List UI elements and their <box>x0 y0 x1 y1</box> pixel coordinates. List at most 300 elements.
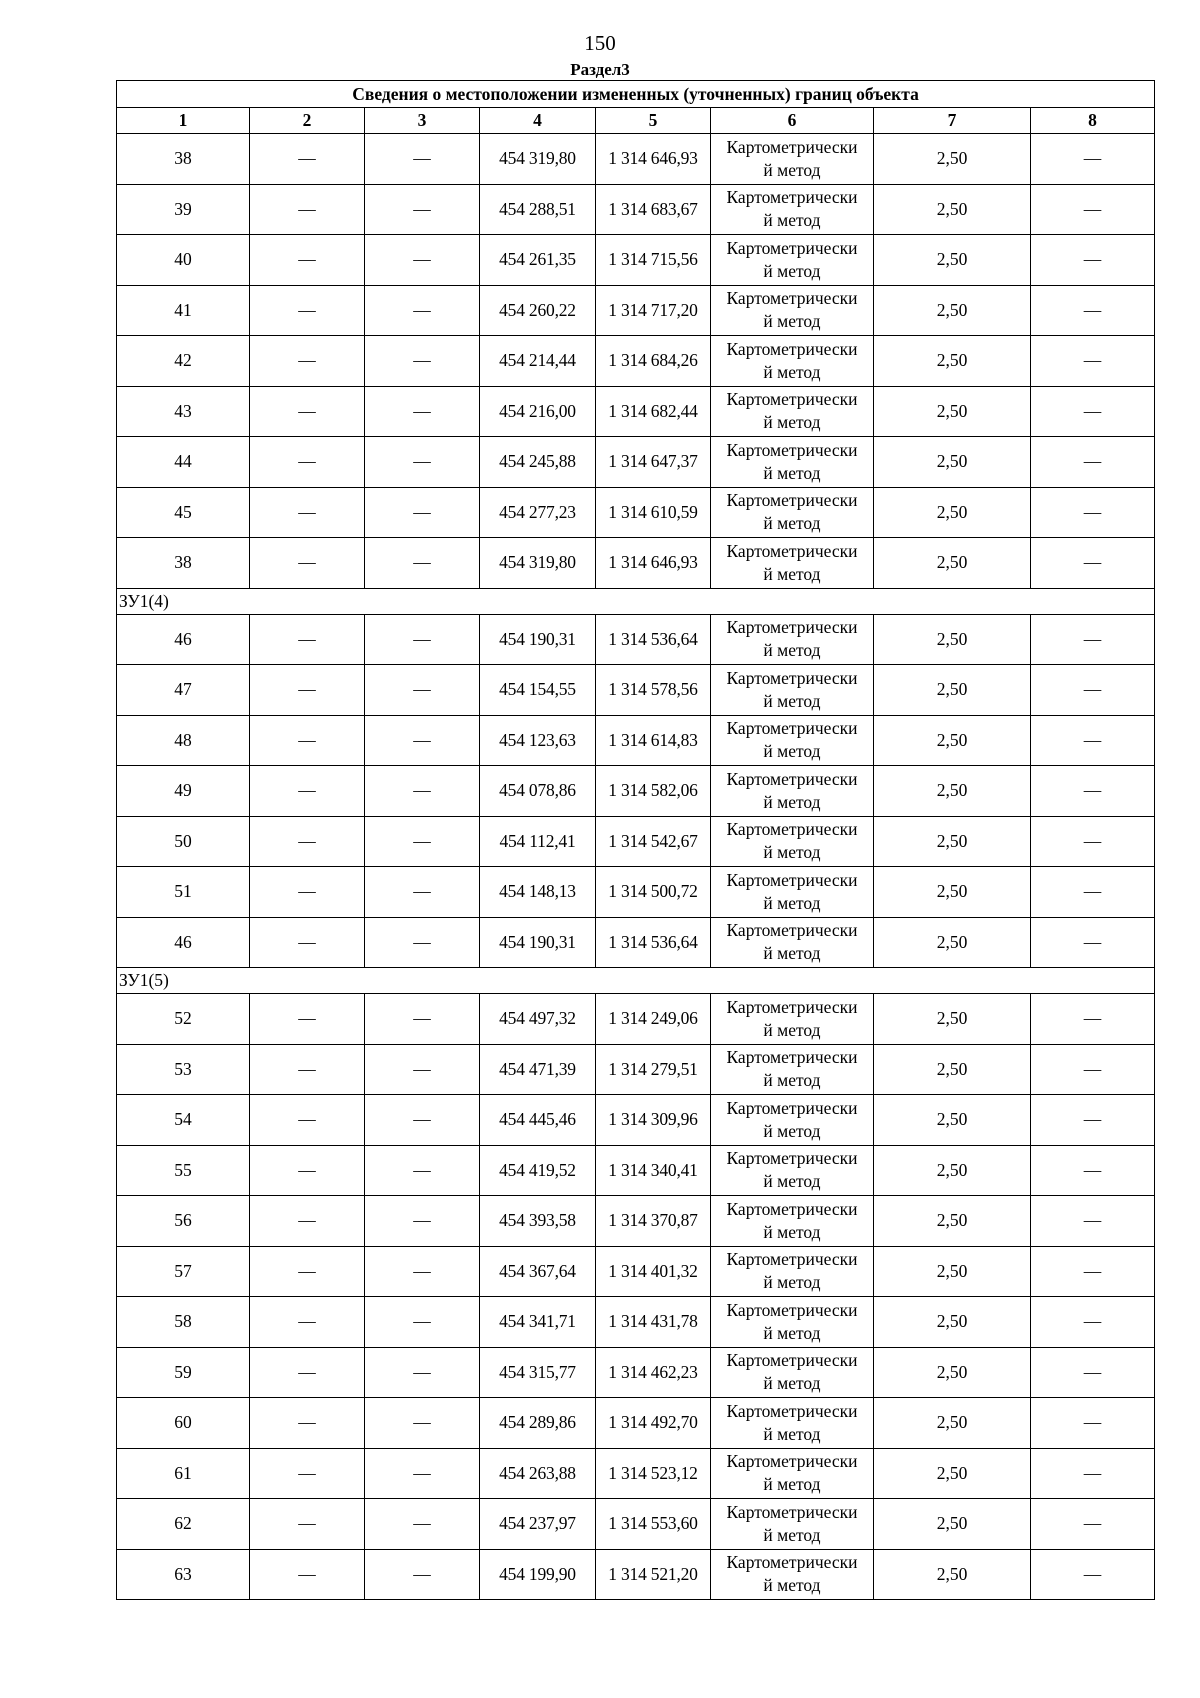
method-cell <box>711 1145 874 1196</box>
accuracy-cell: 2,50 <box>874 386 1031 437</box>
col2-cell: — <box>250 1095 365 1146</box>
method-line: Картометрически <box>726 1501 858 1522</box>
point-number-cell: 41 <box>117 285 250 336</box>
point-number-cell: 44 <box>117 437 250 488</box>
col2-cell: — <box>250 285 365 336</box>
table-body <box>117 134 1155 1600</box>
x-coordinate-cell: 454 216,00 <box>480 386 596 437</box>
method-line: й метод <box>763 361 821 382</box>
col3-cell: — <box>365 437 480 488</box>
method-line: й метод <box>763 842 821 863</box>
method-line: й метод <box>763 1575 821 1596</box>
col8-cell: — <box>1031 1347 1155 1398</box>
method-line: Картометрически <box>726 237 858 258</box>
y-coordinate-cell: 1 314 684,26 <box>596 336 711 387</box>
method-line: й метод <box>763 1272 821 1293</box>
column-header: 8 <box>1031 108 1155 134</box>
method-line: й метод <box>763 462 821 483</box>
method-line: й метод <box>763 563 821 584</box>
accuracy-cell: 2,50 <box>874 437 1031 488</box>
col8-cell: — <box>1031 1499 1155 1550</box>
col8-cell: — <box>1031 1196 1155 1247</box>
accuracy-cell: 2,50 <box>874 1398 1031 1449</box>
col2-cell: — <box>250 1044 365 1095</box>
col2-cell: — <box>250 538 365 589</box>
col8-cell: — <box>1031 1398 1155 1449</box>
col3-cell: — <box>365 184 480 235</box>
y-coordinate-cell: 1 314 401,32 <box>596 1246 711 1297</box>
point-number-cell: 58 <box>117 1297 250 1348</box>
accuracy-cell: 2,50 <box>874 538 1031 589</box>
method-cell <box>711 614 874 665</box>
table-row <box>117 285 1155 336</box>
table-row <box>117 538 1155 589</box>
point-number-cell: 46 <box>117 614 250 665</box>
method-line: Картометрически <box>726 768 858 789</box>
col8-cell: — <box>1031 994 1155 1045</box>
method-line: Картометрически <box>726 667 858 688</box>
col2-cell: — <box>250 917 365 968</box>
x-coordinate-cell: 454 261,35 <box>480 235 596 286</box>
method-line: Картометрически <box>726 1299 858 1320</box>
column-header-row <box>117 108 1155 134</box>
col2-cell: — <box>250 994 365 1045</box>
method-cell <box>711 134 874 185</box>
method-cell <box>711 1549 874 1600</box>
point-number-cell: 47 <box>117 665 250 716</box>
method-line: Картометрически <box>726 288 858 309</box>
col8-cell: — <box>1031 134 1155 185</box>
x-coordinate-cell: 454 319,80 <box>480 538 596 589</box>
col8-cell: — <box>1031 1044 1155 1095</box>
method-line: й метод <box>763 210 821 231</box>
point-number-cell: 42 <box>117 336 250 387</box>
y-coordinate-cell: 1 314 582,06 <box>596 766 711 817</box>
col2-cell: — <box>250 1549 365 1600</box>
table-row <box>117 184 1155 235</box>
method-line: Картометрически <box>726 718 858 739</box>
method-line: й метод <box>763 412 821 433</box>
accuracy-cell: 2,50 <box>874 336 1031 387</box>
col8-cell: — <box>1031 867 1155 918</box>
col3-cell: — <box>365 134 480 185</box>
method-line: Картометрически <box>726 338 858 359</box>
col8-cell: — <box>1031 538 1155 589</box>
accuracy-cell: 2,50 <box>874 1448 1031 1499</box>
accuracy-cell: 2,50 <box>874 1549 1031 1600</box>
column-header: 6 <box>711 108 874 134</box>
page-number: 150 <box>584 31 616 55</box>
method-line: й метод <box>763 1524 821 1545</box>
method-cell <box>711 665 874 716</box>
method-cell <box>711 994 874 1045</box>
y-coordinate-cell: 1 314 542,67 <box>596 816 711 867</box>
col8-cell: — <box>1031 715 1155 766</box>
method-line: Картометрически <box>726 389 858 410</box>
x-coordinate-cell: 454 112,41 <box>480 816 596 867</box>
col2-cell: — <box>250 1145 365 1196</box>
col2-cell: — <box>250 184 365 235</box>
point-number-cell: 61 <box>117 1448 250 1499</box>
col2-cell: — <box>250 614 365 665</box>
col8-cell: — <box>1031 766 1155 817</box>
table-row <box>117 134 1155 185</box>
col2-cell: — <box>250 134 365 185</box>
col8-cell: — <box>1031 816 1155 867</box>
col2-cell: — <box>250 386 365 437</box>
method-line: й метод <box>763 1474 821 1495</box>
accuracy-cell: 2,50 <box>874 665 1031 716</box>
column-header: 4 <box>480 108 596 134</box>
col2-cell: — <box>250 1246 365 1297</box>
method-line: й метод <box>763 1120 821 1141</box>
col3-cell: — <box>365 994 480 1045</box>
y-coordinate-cell: 1 314 492,70 <box>596 1398 711 1449</box>
accuracy-cell: 2,50 <box>874 1347 1031 1398</box>
column-header: 3 <box>365 108 480 134</box>
method-line: й метод <box>763 1171 821 1192</box>
col3-cell: — <box>365 1297 480 1348</box>
parcel-label-row <box>117 588 1155 614</box>
method-line: й метод <box>763 741 821 762</box>
col8-cell: — <box>1031 336 1155 387</box>
method-line: й метод <box>763 690 821 711</box>
col3-cell: — <box>365 917 480 968</box>
x-coordinate-cell: 454 341,71 <box>480 1297 596 1348</box>
x-coordinate-cell: 454 367,64 <box>480 1246 596 1297</box>
method-line: Картометрически <box>726 1148 858 1169</box>
y-coordinate-cell: 1 314 715,56 <box>596 235 711 286</box>
point-number-cell: 62 <box>117 1499 250 1550</box>
table-row <box>117 614 1155 665</box>
col2-cell: — <box>250 1499 365 1550</box>
table-row <box>117 1499 1155 1550</box>
col3-cell: — <box>365 1398 480 1449</box>
x-coordinate-cell: 454 497,32 <box>480 994 596 1045</box>
point-number-cell: 48 <box>117 715 250 766</box>
table-row <box>117 1196 1155 1247</box>
y-coordinate-cell: 1 314 523,12 <box>596 1448 711 1499</box>
method-cell <box>711 184 874 235</box>
method-line: й метод <box>763 1221 821 1242</box>
col2-cell: — <box>250 665 365 716</box>
point-number-cell: 38 <box>117 134 250 185</box>
method-cell <box>711 538 874 589</box>
method-cell <box>711 386 874 437</box>
point-number-cell: 54 <box>117 1095 250 1146</box>
point-number-cell: 63 <box>117 1549 250 1600</box>
method-line: Картометрически <box>726 920 858 941</box>
method-cell <box>711 1044 874 1095</box>
column-header: 1 <box>117 108 250 134</box>
y-coordinate-cell: 1 314 536,64 <box>596 917 711 968</box>
method-line: й метод <box>763 159 821 180</box>
col3-cell: — <box>365 1448 480 1499</box>
method-line: й метод <box>763 892 821 913</box>
x-coordinate-cell: 454 214,44 <box>480 336 596 387</box>
col3-cell: — <box>365 336 480 387</box>
table-row <box>117 487 1155 538</box>
method-line: й метод <box>763 1373 821 1394</box>
y-coordinate-cell: 1 314 682,44 <box>596 386 711 437</box>
y-coordinate-cell: 1 314 431,78 <box>596 1297 711 1348</box>
point-number-cell: 56 <box>117 1196 250 1247</box>
col8-cell: — <box>1031 235 1155 286</box>
method-cell <box>711 917 874 968</box>
parcel-label: ЗУ1(4) <box>117 588 1155 614</box>
y-coordinate-cell: 1 314 249,06 <box>596 994 711 1045</box>
y-coordinate-cell: 1 314 279,51 <box>596 1044 711 1095</box>
y-coordinate-cell: 1 314 646,93 <box>596 134 711 185</box>
col8-cell: — <box>1031 437 1155 488</box>
col2-cell: — <box>250 1398 365 1449</box>
point-number-cell: 59 <box>117 1347 250 1398</box>
method-line: Картометрически <box>726 136 858 157</box>
table-row <box>117 715 1155 766</box>
y-coordinate-cell: 1 314 647,37 <box>596 437 711 488</box>
col3-cell: — <box>365 1196 480 1247</box>
parcel-label-row <box>117 968 1155 994</box>
col3-cell: — <box>365 1044 480 1095</box>
table-row <box>117 437 1155 488</box>
table-row <box>117 994 1155 1045</box>
accuracy-cell: 2,50 <box>874 1044 1031 1095</box>
x-coordinate-cell: 454 445,46 <box>480 1095 596 1146</box>
x-coordinate-cell: 454 288,51 <box>480 184 596 235</box>
method-line: й метод <box>763 513 821 534</box>
method-line: й метод <box>763 311 821 332</box>
point-number-cell: 52 <box>117 994 250 1045</box>
col3-cell: — <box>365 1095 480 1146</box>
x-coordinate-cell: 454 190,31 <box>480 614 596 665</box>
table-row <box>117 867 1155 918</box>
accuracy-cell: 2,50 <box>874 715 1031 766</box>
point-number-cell: 38 <box>117 538 250 589</box>
col3-cell: — <box>365 235 480 286</box>
col3-cell: — <box>365 285 480 336</box>
method-line: й метод <box>763 791 821 812</box>
x-coordinate-cell: 454 078,86 <box>480 766 596 817</box>
x-coordinate-cell: 454 123,63 <box>480 715 596 766</box>
accuracy-cell: 2,50 <box>874 235 1031 286</box>
x-coordinate-cell: 454 148,13 <box>480 867 596 918</box>
method-cell <box>711 766 874 817</box>
accuracy-cell: 2,50 <box>874 867 1031 918</box>
col2-cell: — <box>250 1347 365 1398</box>
col3-cell: — <box>365 715 480 766</box>
table-row <box>117 1145 1155 1196</box>
x-coordinate-cell: 454 315,77 <box>480 1347 596 1398</box>
column-header: 2 <box>250 108 365 134</box>
method-line: Картометрически <box>726 1198 858 1219</box>
y-coordinate-cell: 1 314 553,60 <box>596 1499 711 1550</box>
accuracy-cell: 2,50 <box>874 1095 1031 1146</box>
y-coordinate-cell: 1 314 521,20 <box>596 1549 711 1600</box>
method-line: й метод <box>763 1423 821 1444</box>
col3-cell: — <box>365 614 480 665</box>
method-line: Картометрически <box>726 1097 858 1118</box>
method-line: Картометрически <box>726 490 858 511</box>
col2-cell: — <box>250 1297 365 1348</box>
method-line: Картометрически <box>726 996 858 1017</box>
y-coordinate-cell: 1 314 340,41 <box>596 1145 711 1196</box>
column-header: 7 <box>874 108 1031 134</box>
point-number-cell: 45 <box>117 487 250 538</box>
accuracy-cell: 2,50 <box>874 917 1031 968</box>
col2-cell: — <box>250 867 365 918</box>
col8-cell: — <box>1031 614 1155 665</box>
table-row <box>117 1448 1155 1499</box>
y-coordinate-cell: 1 314 309,96 <box>596 1095 711 1146</box>
method-line: Картометрически <box>726 1047 858 1068</box>
x-coordinate-cell: 454 237,97 <box>480 1499 596 1550</box>
method-line: й метод <box>763 1322 821 1343</box>
method-line: Картометрически <box>726 540 858 561</box>
point-number-cell: 43 <box>117 386 250 437</box>
method-cell <box>711 715 874 766</box>
col8-cell: — <box>1031 917 1155 968</box>
method-line: Картометрически <box>726 617 858 638</box>
y-coordinate-cell: 1 314 683,67 <box>596 184 711 235</box>
x-coordinate-cell: 454 471,39 <box>480 1044 596 1095</box>
method-cell <box>711 437 874 488</box>
col3-cell: — <box>365 538 480 589</box>
y-coordinate-cell: 1 314 500,72 <box>596 867 711 918</box>
method-cell <box>711 336 874 387</box>
method-cell <box>711 1196 874 1247</box>
table-row <box>117 1044 1155 1095</box>
col8-cell: — <box>1031 665 1155 716</box>
col3-cell: — <box>365 1549 480 1600</box>
accuracy-cell: 2,50 <box>874 1196 1031 1247</box>
method-line: Картометрически <box>726 1552 858 1573</box>
method-line: Картометрически <box>726 819 858 840</box>
col8-cell: — <box>1031 386 1155 437</box>
accuracy-cell: 2,50 <box>874 1499 1031 1550</box>
table-row <box>117 386 1155 437</box>
x-coordinate-cell: 454 263,88 <box>480 1448 596 1499</box>
method-line: й метод <box>763 943 821 964</box>
y-coordinate-cell: 1 314 578,56 <box>596 665 711 716</box>
point-number-cell: 60 <box>117 1398 250 1449</box>
table-row <box>117 816 1155 867</box>
boundary-coordinates-table <box>116 80 1155 1600</box>
col2-cell: — <box>250 816 365 867</box>
method-cell <box>711 816 874 867</box>
col8-cell: — <box>1031 1549 1155 1600</box>
col2-cell: — <box>250 487 365 538</box>
method-cell <box>711 235 874 286</box>
section-title: Раздел3 <box>570 60 630 79</box>
col2-cell: — <box>250 715 365 766</box>
method-cell <box>711 1095 874 1146</box>
method-line: Картометрически <box>726 1249 858 1270</box>
method-cell <box>711 867 874 918</box>
col3-cell: — <box>365 1246 480 1297</box>
point-number-cell: 49 <box>117 766 250 817</box>
method-cell <box>711 1448 874 1499</box>
col8-cell: — <box>1031 1095 1155 1146</box>
method-cell <box>711 1398 874 1449</box>
col2-cell: — <box>250 437 365 488</box>
col8-cell: — <box>1031 1448 1155 1499</box>
col2-cell: — <box>250 235 365 286</box>
col3-cell: — <box>365 816 480 867</box>
y-coordinate-cell: 1 314 536,64 <box>596 614 711 665</box>
col3-cell: — <box>365 386 480 437</box>
table-row <box>117 1095 1155 1146</box>
method-cell <box>711 1297 874 1348</box>
accuracy-cell: 2,50 <box>874 487 1031 538</box>
col3-cell: — <box>365 1499 480 1550</box>
accuracy-cell: 2,50 <box>874 816 1031 867</box>
point-number-cell: 46 <box>117 917 250 968</box>
y-coordinate-cell: 1 314 610,59 <box>596 487 711 538</box>
x-coordinate-cell: 454 245,88 <box>480 437 596 488</box>
table-row <box>117 235 1155 286</box>
y-coordinate-cell: 1 314 462,23 <box>596 1347 711 1398</box>
col3-cell: — <box>365 487 480 538</box>
point-number-cell: 51 <box>117 867 250 918</box>
x-coordinate-cell: 454 289,86 <box>480 1398 596 1449</box>
point-number-cell: 39 <box>117 184 250 235</box>
col3-cell: — <box>365 665 480 716</box>
table-row <box>117 1549 1155 1600</box>
col8-cell: — <box>1031 1145 1155 1196</box>
method-line: Картометрически <box>726 1400 858 1421</box>
method-line: й метод <box>763 640 821 661</box>
y-coordinate-cell: 1 314 614,83 <box>596 715 711 766</box>
x-coordinate-cell: 454 190,31 <box>480 917 596 968</box>
accuracy-cell: 2,50 <box>874 994 1031 1045</box>
method-cell <box>711 285 874 336</box>
x-coordinate-cell: 454 277,23 <box>480 487 596 538</box>
accuracy-cell: 2,50 <box>874 1145 1031 1196</box>
accuracy-cell: 2,50 <box>874 134 1031 185</box>
col2-cell: — <box>250 1196 365 1247</box>
table-row <box>117 1297 1155 1348</box>
col2-cell: — <box>250 1448 365 1499</box>
table-caption: Сведения о местоположении измененных (уточненных) границ объекта <box>117 81 1155 108</box>
table-row <box>117 665 1155 716</box>
x-coordinate-cell: 454 154,55 <box>480 665 596 716</box>
accuracy-cell: 2,50 <box>874 1297 1031 1348</box>
table-row <box>117 336 1155 387</box>
method-line: й метод <box>763 1070 821 1091</box>
table-row <box>117 1398 1155 1449</box>
col8-cell: — <box>1031 184 1155 235</box>
table-row <box>117 917 1155 968</box>
method-line: Картометрически <box>726 1350 858 1371</box>
method-line: Картометрически <box>726 187 858 208</box>
column-header: 5 <box>596 108 711 134</box>
method-line: Картометрически <box>726 439 858 460</box>
method-line: Картометрически <box>726 869 858 890</box>
col8-cell: — <box>1031 487 1155 538</box>
col8-cell: — <box>1031 1246 1155 1297</box>
method-cell <box>711 1246 874 1297</box>
col3-cell: — <box>365 1145 480 1196</box>
y-coordinate-cell: 1 314 717,20 <box>596 285 711 336</box>
x-coordinate-cell: 454 393,58 <box>480 1196 596 1247</box>
point-number-cell: 53 <box>117 1044 250 1095</box>
col2-cell: — <box>250 336 365 387</box>
col2-cell: — <box>250 766 365 817</box>
col3-cell: — <box>365 867 480 918</box>
x-coordinate-cell: 454 199,90 <box>480 1549 596 1600</box>
x-coordinate-cell: 454 319,80 <box>480 134 596 185</box>
accuracy-cell: 2,50 <box>874 766 1031 817</box>
